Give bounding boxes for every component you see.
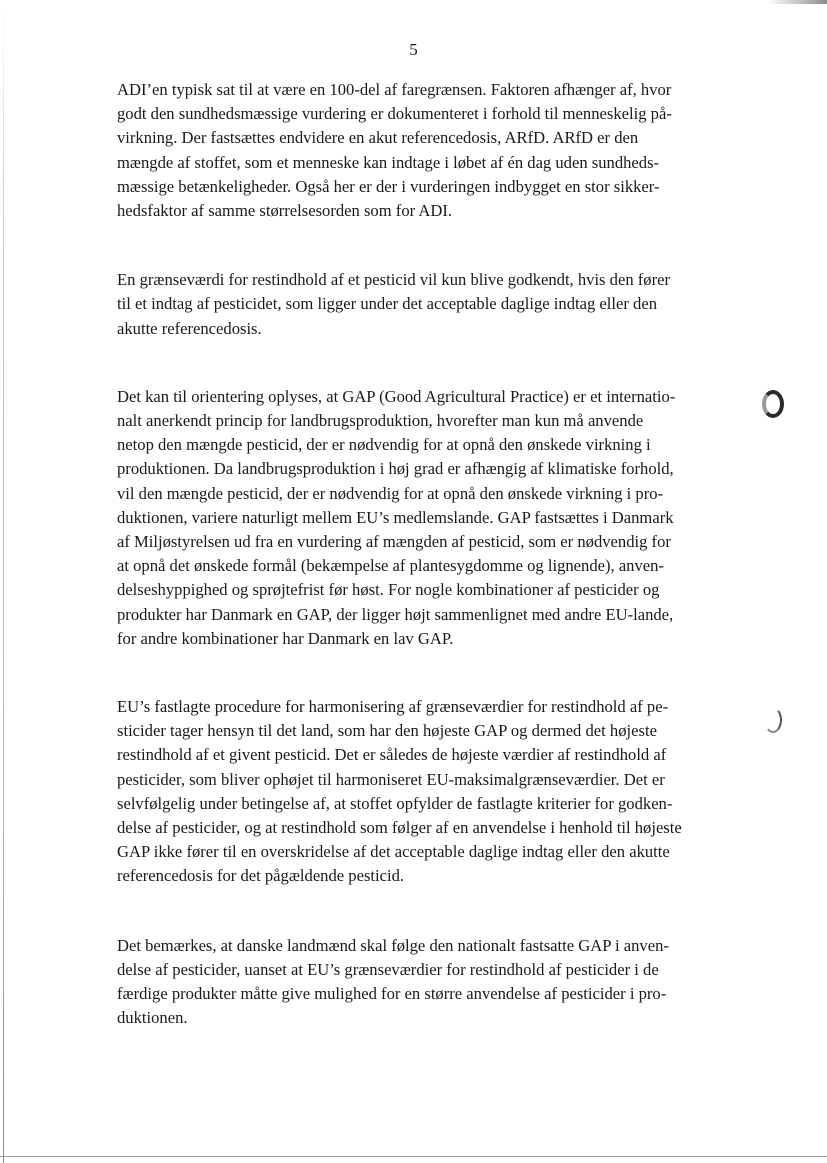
text-line: Det bemærkes, at danske landmænd skal følge den nationalt fastsatte GAP i anven- [117,935,669,955]
text-line: restindhold af et givent pesticid. Det er således de højeste værdier af restindhold af [117,745,667,765]
text-line: selvfølgelig under betingelse af, at stoffet opfylder de fastlagte kriterier for godken- [117,793,673,813]
text-line: virkning. Der fastsættes endvidere en akut referencedosis, ARfD. ARfD er den [117,128,639,148]
text-line: vil den mængde pesticid, der er nødvendig for at opnå den ønskede virkning i pro- [117,483,664,503]
scan-shadow-top-right [767,0,827,4]
paragraph-gap-principle [117,385,757,651]
paragraph-limit-approval [117,268,757,341]
page-number: 5 [409,40,418,59]
text-line: En grænseværdi for restindhold af et pesticid vil kun blive godkendt, hvis den fører [117,270,671,290]
text-line: duktionen. [117,1008,188,1028]
text-line: at opnå det ønskede formål (bekæmpelse af plantesygdomme og lignende), anven- [117,556,664,576]
text-line: mæssige betænkeligheder. Også her er der i vurderingen indbygget en stor sikker- [117,176,660,196]
text-line: GAP ikke fører til en overskridelse af det acceptable daglige indtag eller den akutte [117,842,670,862]
text-line: produkter har Danmark en GAP, der ligger højt sammenlignet med andre EU-lande, [117,604,674,624]
text-line: til et indtag af pesticidet, som ligger under det acceptable daglige indtag eller den [117,294,658,314]
document-body [117,78,757,1031]
text-line: netop den mængde pesticid, der er nødvendig for at opnå den ønskede virkning i [117,435,651,455]
paragraph-adi-definition [117,78,757,223]
text-line: godt den sundhedsmæssige vurdering er dokumenteret i forhold til menneskelig på- [117,104,672,124]
scan-edge-bottom [0,1156,827,1157]
text-line: duktionen, variere naturligt mellem EU’s medlemslande. GAP fastsættes i Danmark [117,507,674,527]
text-line: referencedosis for det pågældende pesticid. [117,866,405,886]
text-line: akutte referencedosis. [117,318,262,338]
text-line: sticider tager hensyn til det land, som har den højeste GAP og dermed det højeste [117,721,657,741]
text-line: delse af pesticider, og at restindhold som følger af en anvendelse i henhold til højeste [117,818,682,838]
text-line: delse af pesticider, uanset at EU’s grænseværdier for restindhold af pesticider i de [117,959,659,979]
text-line: af Miljøstyrelsen ud fra en vurdering af mængden af pesticid, som er nødvendig for [117,532,671,552]
text-line: pesticider, som bliver ophøjet til harmoniseret EU-maksimalgrænseværdier. Det er [117,769,665,789]
paragraph-danish-farmers [117,934,757,1031]
text-line: nalt anerkendt princip for landbrugsproduktion, hvorefter man kun må anvende [117,411,644,431]
paragraph-eu-harmonisation [117,695,757,889]
text-line: EU’s fastlagte procedure for harmonisering af grænseværdier for restindhold af pe- [117,697,669,717]
text-line: ADI’en typisk sat til at være en 100-del af faregrænsen. Faktoren afhænger af, hvor [117,80,672,99]
text-line: for andre kombinationer har Danmark en lav GAP. [117,628,454,648]
punch-hole-mark-upper [762,390,784,418]
text-line: hedsfaktor af samme størrelsesorden som for ADI. [117,201,453,221]
scan-edge-left [3,0,4,1163]
text-line: færdige produkter måtte give mulighed for en større anvendelse af pesticider i pro- [117,984,667,1004]
text-line: delseshyppighed og sprøjtefrist før høst. For nogle kombinationer af pesticider og [117,580,660,600]
text-line: produktionen. Da landbrugsproduktion i høj grad er afhængig af klimatiske forhold, [117,459,674,479]
punch-hole-mark-lower [764,707,782,733]
text-line: Det kan til orientering oplyses, at GAP (Good Agricultural Practice) er et internatio- [117,386,676,406]
text-line: mængde af stoffet, som et menneske kan indtage i løbet af én dag uden sundheds- [117,152,660,172]
